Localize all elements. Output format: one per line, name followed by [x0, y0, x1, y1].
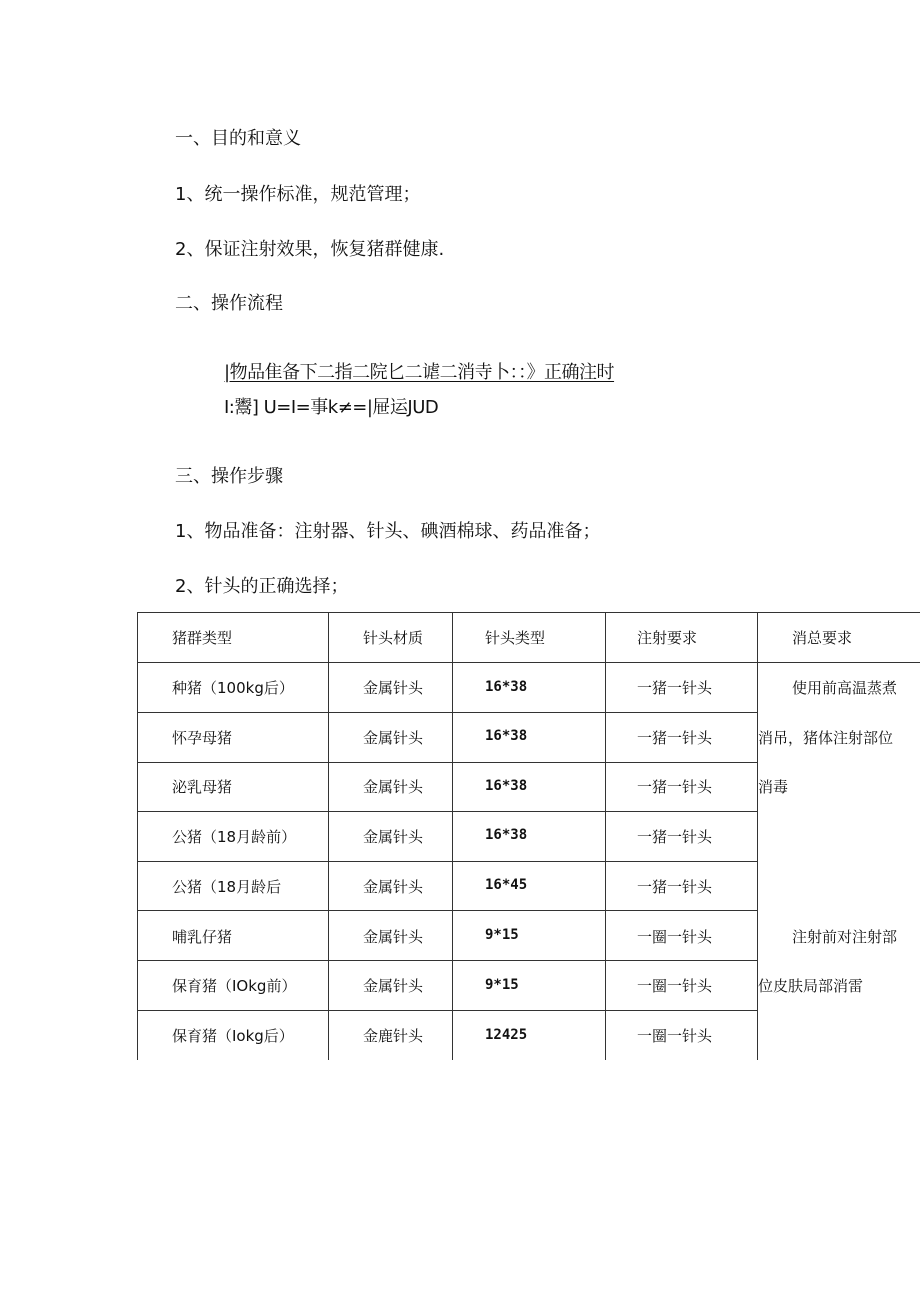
table-row-pig-type: 泌乳母猪 — [172, 778, 233, 796]
table-row-material: 金属针头 — [363, 977, 424, 995]
table-row-pig-type: 公猪（18月龄后 — [172, 878, 282, 896]
header-disinfect-req: 消总要求 — [792, 629, 853, 647]
header-needle-type: 针头类型 — [485, 629, 546, 647]
disinfect-note-line: 消吊，猪体注射部位 — [758, 729, 894, 747]
table-row-needle-size: 9*15 — [485, 977, 519, 993]
section-1-item-2: 2、保证注射效果，恢复猪群健康. — [175, 239, 445, 260]
table-row-divider — [137, 811, 758, 812]
section-3-title: 三、操作步骤 — [175, 466, 283, 487]
table-row-injection-req: 一圈一针头 — [637, 977, 713, 995]
header-injection-req: 注射要求 — [637, 629, 698, 647]
table-row-divider — [137, 960, 758, 961]
table-row-pig-type: 怀孕母猪 — [172, 729, 233, 747]
table-border-top — [137, 612, 920, 613]
table-row-needle-size: 12425 — [485, 1027, 528, 1043]
table-row-injection-req: 一猪一针头 — [637, 778, 713, 796]
table-row-injection-req: 一猪一针头 — [637, 828, 713, 846]
table-header-divider — [137, 662, 920, 663]
table-row-material: 金属针头 — [363, 778, 424, 796]
table-row-material: 金属针头 — [363, 928, 424, 946]
table-row-injection-req: 一圈一针头 — [637, 928, 713, 946]
section-3-item-1: 1、物品准备：注射器、针头、碘酒棉球、药品准备； — [175, 521, 601, 542]
table-divider — [605, 612, 606, 1060]
needle-selection-table — [137, 612, 920, 1060]
table-row-pig-type: 保育猪（IOkg前） — [172, 977, 297, 995]
table-row-pig-type: 公猪（18月龄前） — [172, 828, 297, 846]
table-row-pig-type: 种猪（100kg后） — [172, 679, 294, 697]
table-row-injection-req: 一猪一针头 — [637, 679, 713, 697]
table-row-material: 金属针头 — [363, 679, 424, 697]
table-row-needle-size: 9*15 — [485, 927, 519, 943]
section-1-title: 一、目的和意义 — [175, 128, 301, 149]
disinfect-note-line: 消毒 — [758, 778, 789, 796]
section-1-item-1: 1、统一操作标准，规范管理； — [175, 184, 421, 205]
table-row-pig-type: 哺乳仔猪 — [172, 928, 233, 946]
table-divider — [328, 612, 329, 1060]
table-divider — [452, 612, 453, 1060]
flow-diagram-line-2: I:鬻] U=I=事k≠=|屉运JUD — [224, 397, 439, 418]
table-row-divider — [137, 1010, 758, 1011]
table-row-material: 金鹿针头 — [363, 1027, 424, 1045]
header-pig-type: 猪群类型 — [172, 629, 233, 647]
table-row-injection-req: 一猪一针头 — [637, 878, 713, 896]
table-border-left — [137, 612, 138, 1060]
table-row-needle-size: 16*38 — [485, 679, 528, 695]
table-row-needle-size: 16*38 — [485, 827, 528, 843]
section-2-title: 二、操作流程 — [175, 293, 283, 314]
table-row-material: 金属针头 — [363, 729, 424, 747]
table-row-material: 金属针头 — [363, 828, 424, 846]
header-needle-material: 针头材质 — [363, 629, 424, 647]
table-row-divider — [137, 861, 758, 862]
table-row-pig-type: 保育猪（Iokg后） — [172, 1027, 294, 1045]
disinfect-note-line: 注射前对注射部 — [792, 928, 898, 946]
flow-diagram-line-1: |物品隹备下二指二院匕二谑二消寺卜：：》正确注时 — [224, 362, 615, 383]
table-row-divider — [137, 762, 758, 763]
disinfect-note-line: 位皮肤局部消雷 — [758, 977, 864, 995]
section-3-item-2: 2、针头的正确选择； — [175, 576, 349, 597]
table-row-injection-req: 一圈一针头 — [637, 1027, 713, 1045]
table-row-divider — [137, 910, 758, 911]
table-row-needle-size: 16*38 — [485, 778, 528, 794]
table-row-material: 金属针头 — [363, 878, 424, 896]
table-row-needle-size: 16*38 — [485, 728, 528, 744]
table-row-divider — [137, 712, 758, 713]
disinfect-note-line: 使用前高温蒸煮 — [792, 679, 898, 697]
table-row-injection-req: 一猪一针头 — [637, 729, 713, 747]
table-row-needle-size: 16*45 — [485, 877, 528, 893]
